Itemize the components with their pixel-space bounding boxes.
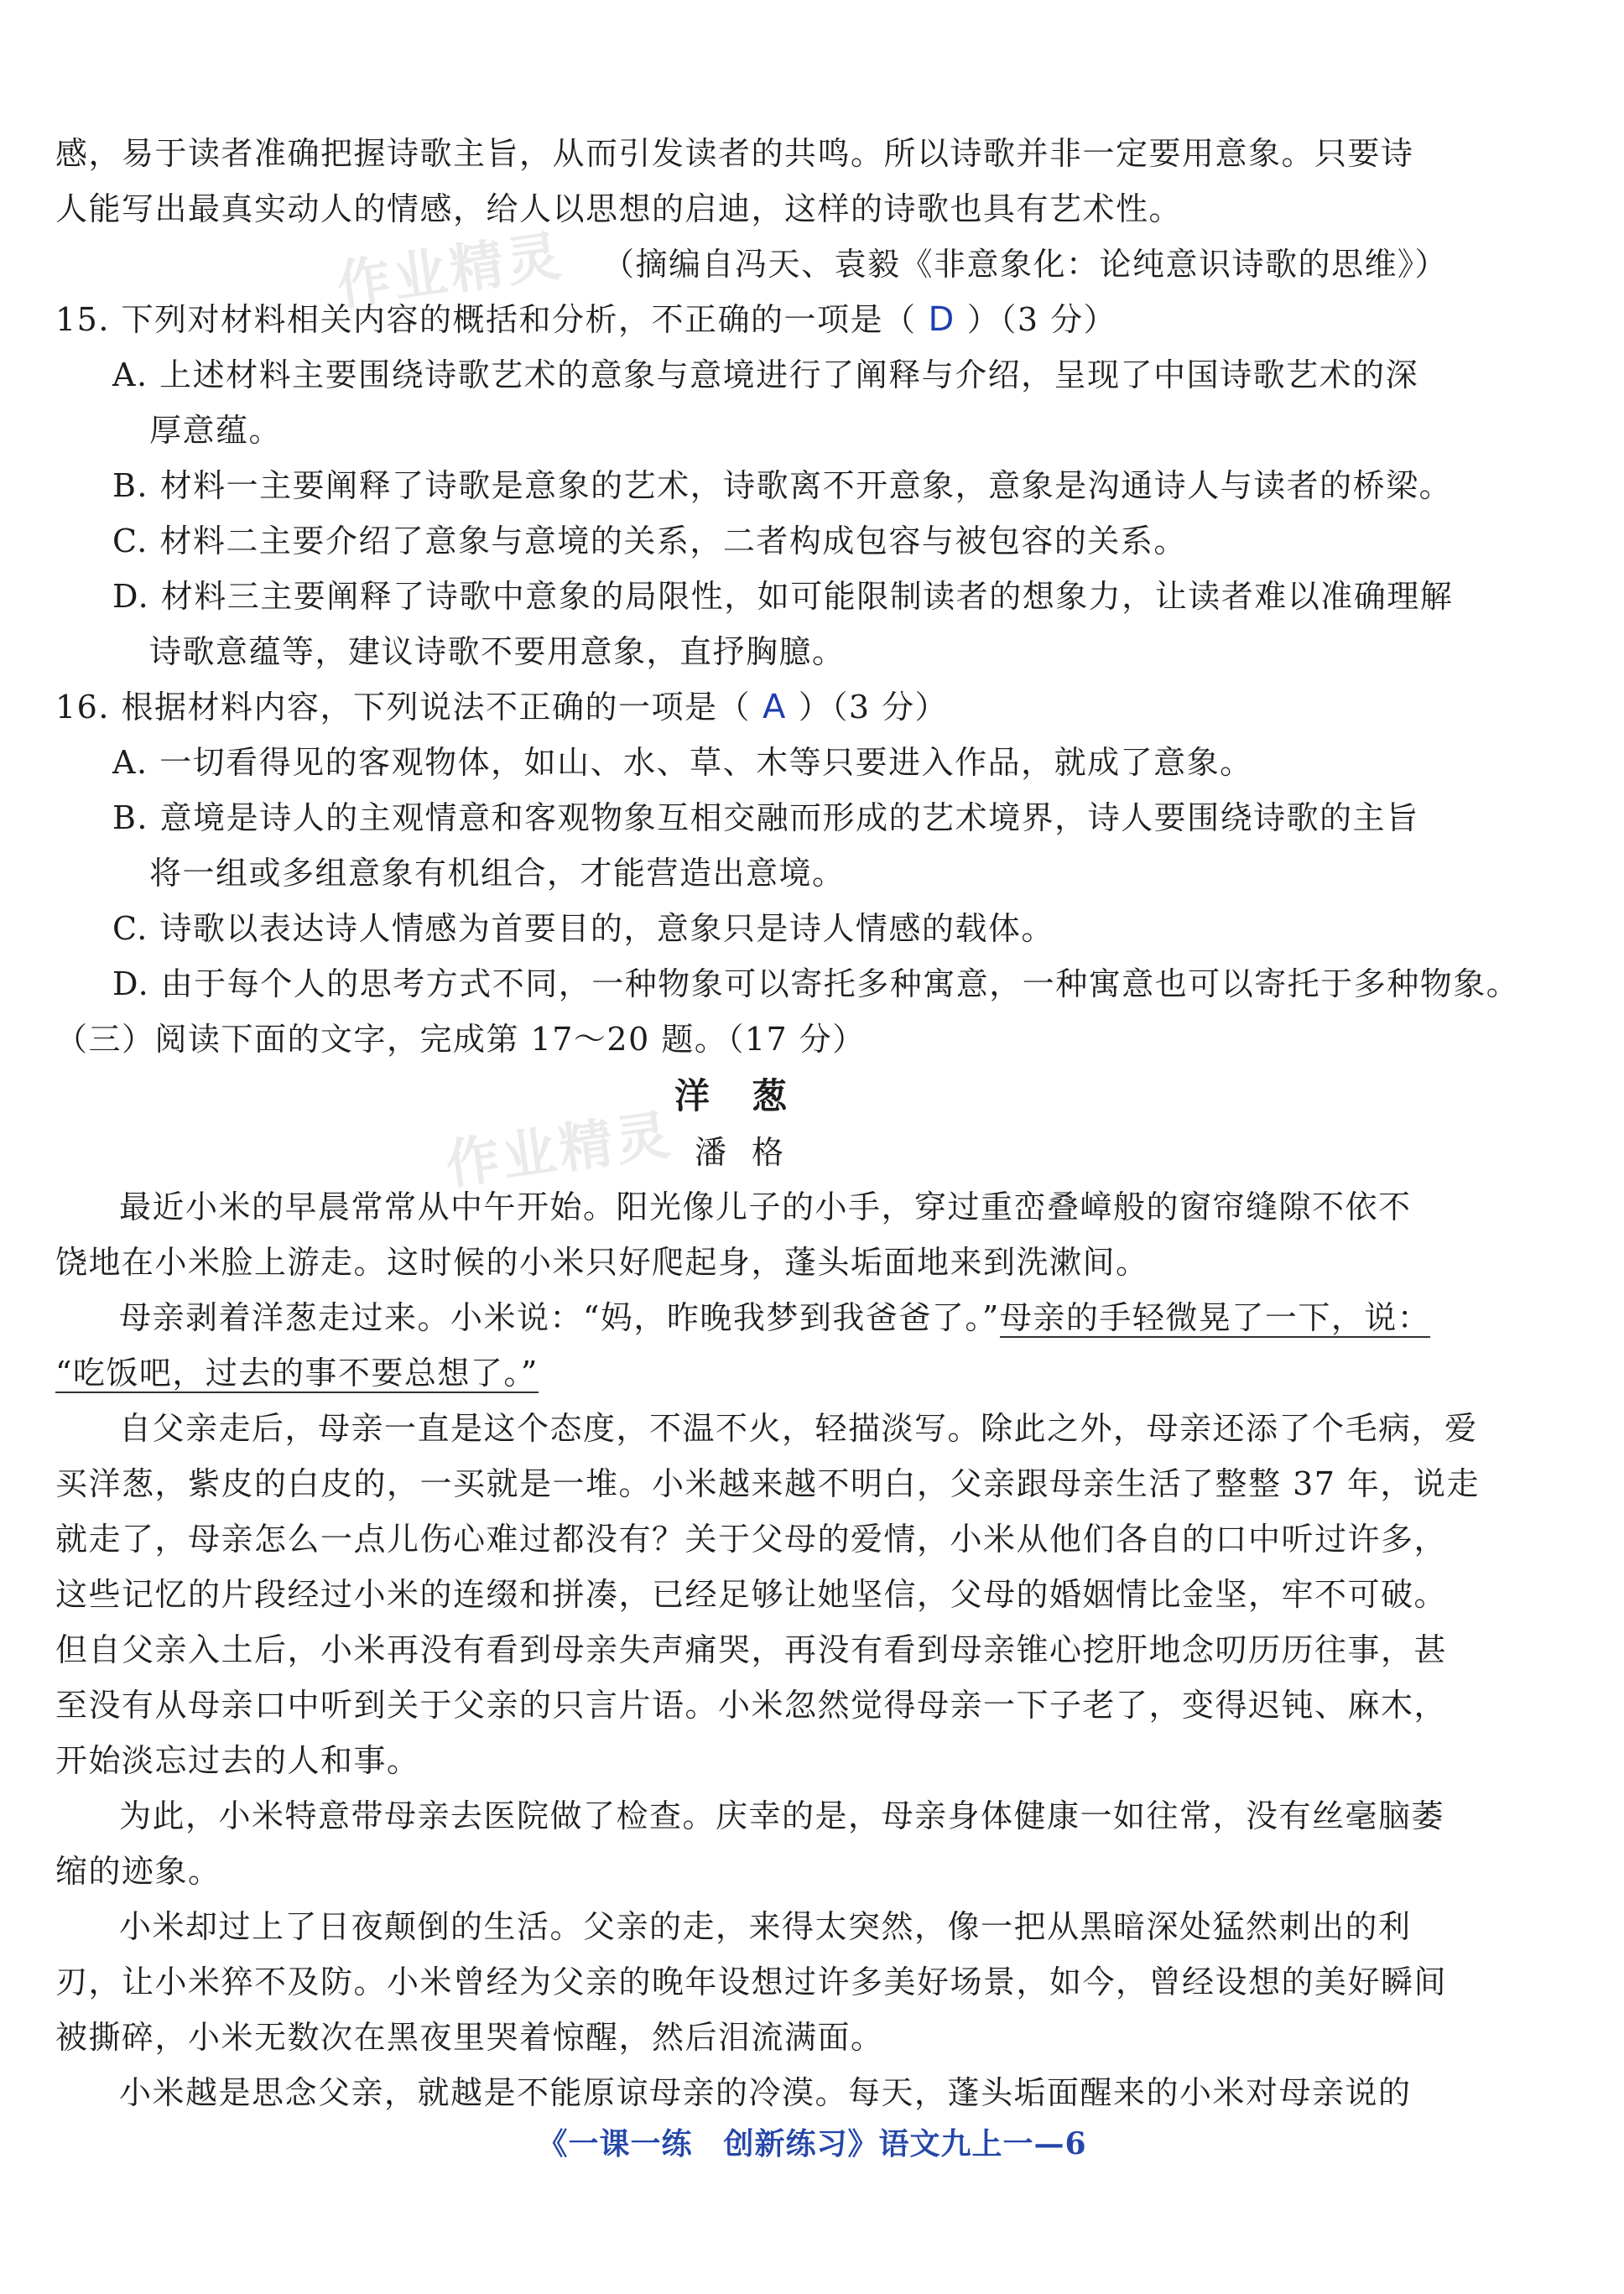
question-15-stem: 15. 下列对材料相关内容的概括和分析，不正确的一项是（ D ）（3 分） bbox=[55, 300, 1117, 339]
option-a: A. 一切看得见的客观物体，如山、水、草、木等只要进入作品，就成了意象。 bbox=[112, 744, 1253, 781]
paragraph-line: 小米越是思念父亲，就越是不能原谅母亲的冷漠。每天，蓬头垢面醒来的小米对母亲说的 bbox=[119, 2074, 1412, 2111]
option-d-cont: 诗歌意蕴等，建议诗歌不要用意象，直抒胸臆。 bbox=[149, 633, 846, 670]
paragraph-line bbox=[55, 1345, 1448, 1401]
option-b-cont: 将一组或多组意象有机组合，才能营造出意境。 bbox=[149, 855, 846, 892]
story-author: 潘格 bbox=[694, 1134, 809, 1171]
option-c: C. 诗歌以表达诗人情感为首要目的，意象只是诗人情感的载体。 bbox=[112, 910, 1054, 947]
underlined-text: 母亲的手轻微晃了一下，说： bbox=[999, 1299, 1431, 1336]
paragraph-line: 买洋葱，紫皮的白皮的，一买就是一堆。小米越来越不明白，父亲跟母亲生活了整整 37 年，说走 bbox=[55, 1465, 1481, 1502]
option-b: B. 意境是诗人的主观情意和客观物象互相交融而形成的艺术境界，诗人要围绕诗歌的主旨 bbox=[112, 799, 1419, 836]
story-title: 洋葱 bbox=[674, 1075, 829, 1116]
paragraph-line: 为此，小米特意带母亲去医院做了检查。庆幸的是，母亲身体健康一如往常，没有丝毫脑萎 bbox=[119, 1797, 1445, 1834]
paragraph-line: 开始淡忘过去的人和事。 bbox=[55, 1742, 420, 1779]
option-c: C. 材料二主要介绍了意象与意境的关系，二者构成包容与被包容的关系。 bbox=[112, 523, 1187, 559]
paragraph-line: 这些记忆的片段经过小米的连缀和拼凑，已经足够让她坚信，父母的婚姻情比金坚，牢不可破。 bbox=[55, 1576, 1448, 1613]
option-b: B. 材料一主要阐释了诗歌是意象的艺术，诗歌离不开意象，意象是沟通诗人与读者的桥梁。 bbox=[112, 467, 1453, 504]
page-footer: 《一课一练 创新练习》语文九上一—6 bbox=[537, 2126, 1087, 2161]
answer-mark: A bbox=[763, 688, 787, 726]
paragraph-line: 至没有从母亲口中听到关于父亲的只言片语。小米忽然觉得母亲一下子老了，变得迟钝、麻木， bbox=[55, 1687, 1448, 1724]
paragraph-line: 最近小米的早晨常常从中午开始。阳光像儿子的小手，穿过重峦叠嶂般的窗帘缝隙不依不 bbox=[119, 1189, 1412, 1225]
source-citation: （摘编自冯天、袁毅《非意象化：论纯意识诗歌的思维》） bbox=[601, 246, 1448, 283]
paragraph-line: 饶地在小米脸上游走。这时候的小米只好爬起身，蓬头垢面地来到洗漱间。 bbox=[55, 1244, 1149, 1281]
section-heading: （三）阅读下面的文字，完成第 17～20 题。（17 分） bbox=[55, 1021, 866, 1058]
paragraph-line: 小米却过上了日夜颠倒的生活。父亲的走，来得太突然，像一把从黑暗深处猛然刺出的利 bbox=[119, 1908, 1412, 1945]
paragraph-line: 就走了，母亲怎么一点儿伤心难过都没有？关于父母的爱情，小米从他们各自的口中听过许多， bbox=[55, 1521, 1448, 1558]
paragraph-line: 自父亲走后，母亲一直是这个态度，不温不火，轻描淡写。除此之外，母亲还添了个毛病，爱 bbox=[119, 1410, 1478, 1447]
watermark: 作业精灵 bbox=[442, 1104, 677, 1198]
option-a: A. 上述材料主要围绕诗歌艺术的意象与意境进行了阐释与介绍，呈现了中国诗歌艺术的深 bbox=[112, 356, 1419, 393]
question-16-stem: 16. 根据材料内容，下列说法不正确的一项是（ A ）（3 分） bbox=[55, 688, 949, 726]
paragraph-line: 但自父亲入土后，小米再没有看到母亲失声痛哭，再没有看到母亲锥心挖肝地念叨历历往事，甚 bbox=[55, 1631, 1448, 1668]
watermark: 作业精灵 bbox=[333, 225, 568, 319]
option-a-cont: 厚意蕴。 bbox=[149, 412, 283, 449]
document-page bbox=[55, 126, 1520, 2120]
underlined-text: “吃饭吧，过去的事不要总想了。” bbox=[55, 1355, 539, 1391]
option-d: D. 材料三主要阐释了诗歌中意象的局限性，如可能限制读者的想象力，让读者难以准确理解 bbox=[112, 578, 1454, 615]
text-line: 感，易于读者准确把握诗歌主旨，从而引发读者的共鸣。所以诗歌并非一定要用意象。只要诗 bbox=[55, 135, 1414, 172]
paragraph-line: 缩的迹象。 bbox=[55, 1853, 221, 1890]
answer-mark: D bbox=[928, 300, 955, 339]
paragraph-line: 刃，让小米猝不及防。小米曾经为父亲的晚年设想过许多美好场景，如今，曾经设想的美好瞬间 bbox=[55, 1964, 1448, 2000]
paragraph-line: 母亲剥着洋葱走过来。小米说：“妈，昨晚我梦到我爸爸了。”母亲的手轻微晃了一下，说： bbox=[119, 1299, 1431, 1336]
paragraph-line: 被撕碎，小米无数次在黑夜里哭着惊醒，然后泪流满面。 bbox=[55, 2019, 884, 2056]
option-d: D. 由于每个人的思考方式不同，一种物象可以寄托多种寓意，一种寓意也可以寄托于多种物象。 bbox=[112, 965, 1520, 1002]
text-line: 人能写出最真实动人的情感，给人以思想的启迪，这样的诗歌也具有艺术性。 bbox=[55, 190, 1183, 227]
